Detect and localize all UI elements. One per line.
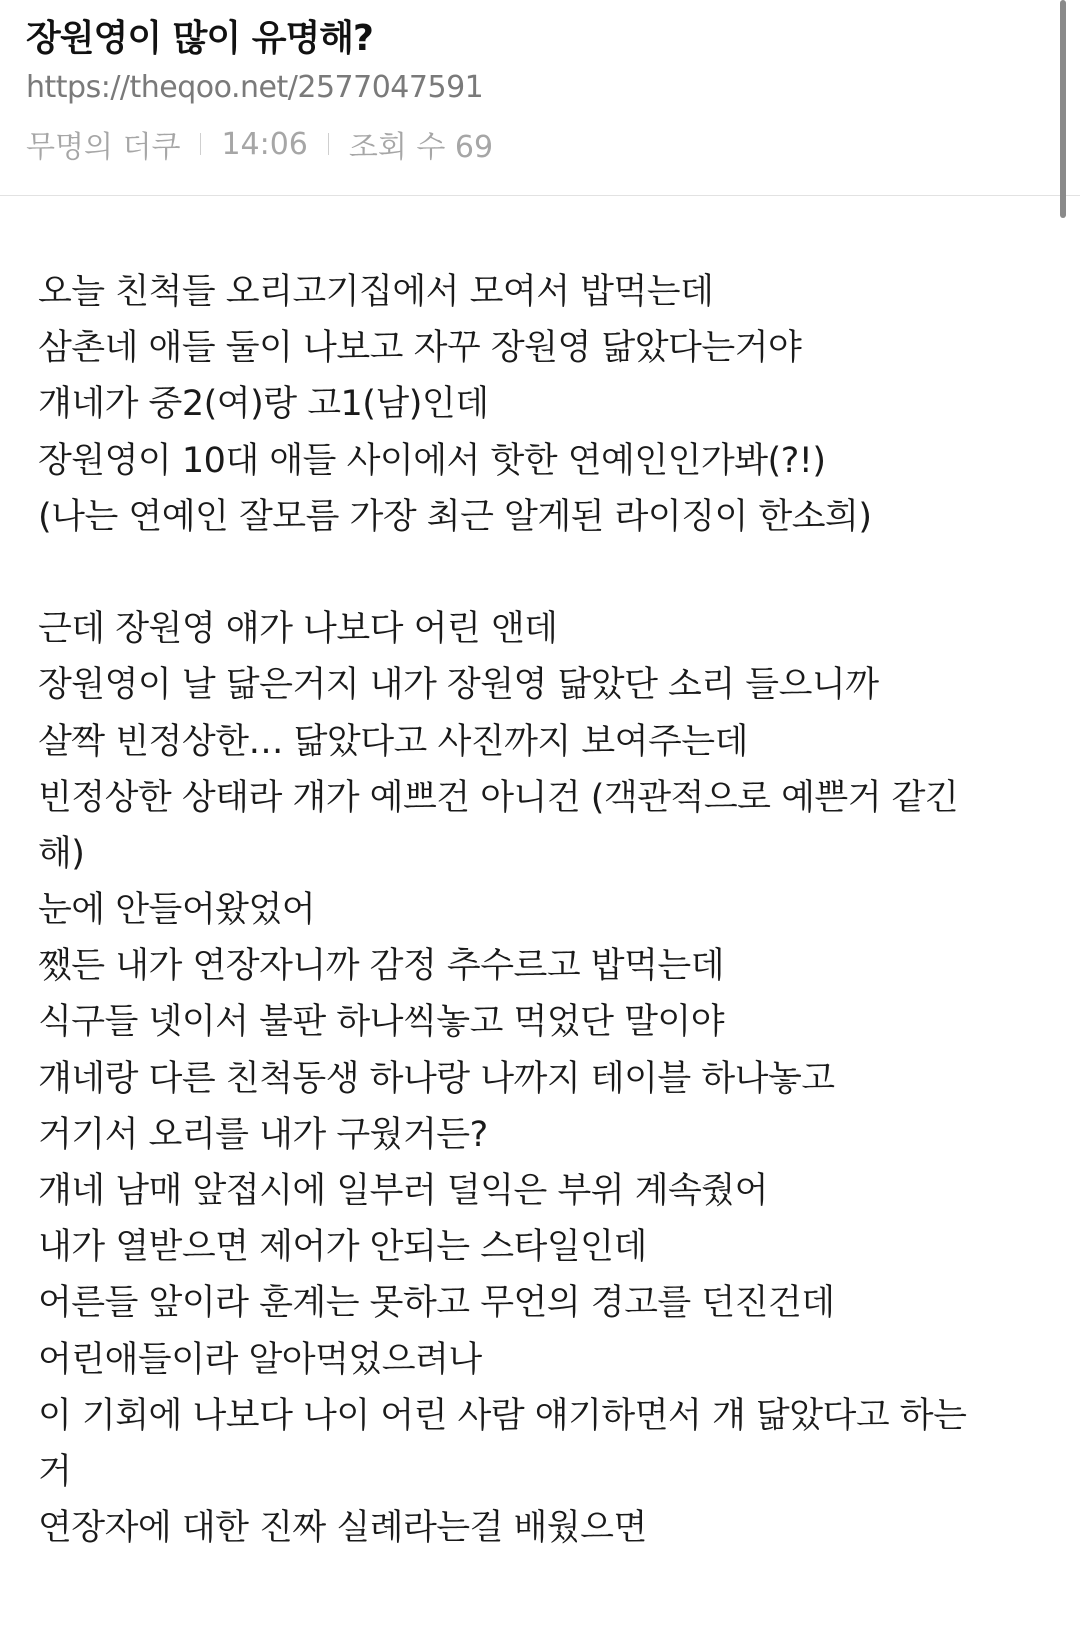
- body-line: 어른들 앞이라 훈계는 못하고 무언의 경고를 던진건데: [38, 1283, 835, 1324]
- post-body: [38, 264, 1038, 1556]
- body-line: 장원영이 날 닮은거지 내가 장원영 닮았단 소리 들으니까: [38, 665, 879, 706]
- post-time: 14:06: [221, 126, 308, 162]
- body-line: 연장자에 대한 진짜 실례라는걸 배웠으면: [38, 1508, 647, 1549]
- body-line: 오늘 친척들 오리고기집에서 모여서 밥먹는데: [38, 272, 714, 312]
- body-line: 살짝 빈정상한… 닮았다고 사진까지 보여주는데: [38, 721, 748, 762]
- post-title: 장원영이 많이 유명해?: [26, 18, 373, 59]
- blank-line: [38, 545, 1038, 601]
- body-line: 눈에 안들어왔었어: [38, 890, 316, 931]
- body-line: 걔네 남매 앞접시에 일부러 덜익은 부위 계속줬어: [38, 1171, 768, 1211]
- meta-divider: [200, 133, 201, 155]
- body-line: 근데 장원영 얘가 나보다 어린 앤데: [38, 609, 558, 650]
- meta-divider: [328, 133, 329, 155]
- body-line: 삼촌네 애들 둘이 나보고 자꾸 장원영 닮았다는거야: [38, 328, 802, 369]
- body-line: 빈정상한 상태라 걔가 예쁘건 아니건 (객관적으로 예쁜거 같긴: [38, 777, 959, 818]
- body-line: 어린애들이라 알아먹었으려나: [38, 1339, 482, 1380]
- body-line: (나는 연예인 잘모름 가장 최근 알게된 라이징이 한소희): [38, 496, 872, 537]
- body-line: 해): [38, 833, 85, 874]
- body-line: 식구들 넷이서 불판 하나씩놓고 먹었단 말이야: [38, 1002, 725, 1043]
- body-line: 거기서 오리를 내가 구웠거든?: [38, 1114, 488, 1155]
- post-meta: [26, 122, 493, 166]
- body-line: 거: [38, 1451, 72, 1492]
- body-line: 걔네랑 다른 친척동생 하나랑 나까지 테이블 하나놓고: [38, 1058, 835, 1099]
- body-line: 이 기회에 나보다 나이 어린 사람 얘기하면서 걔 닮았다고 하는: [38, 1395, 967, 1436]
- body-line: 쨌든 내가 연장자니까 감정 추수르고 밥먹는데: [38, 946, 725, 987]
- body-line: 장원영이 10대 애들 사이에서 핫한 연예인인가봐(?!): [38, 440, 826, 481]
- author-name: 무명의 더쿠: [26, 130, 181, 165]
- post-header: [0, 0, 1080, 196]
- scrollbar[interactable]: [1060, 0, 1066, 218]
- post-url-link[interactable]: https://theqoo.net/2577047591: [26, 70, 484, 105]
- body-line: 걔네가 중2(여)랑 고1(남)인데: [38, 384, 489, 425]
- body-line: 내가 열받으면 제어가 안되는 스타일인데: [38, 1227, 647, 1268]
- view-count: 조회 수 69: [348, 130, 494, 165]
